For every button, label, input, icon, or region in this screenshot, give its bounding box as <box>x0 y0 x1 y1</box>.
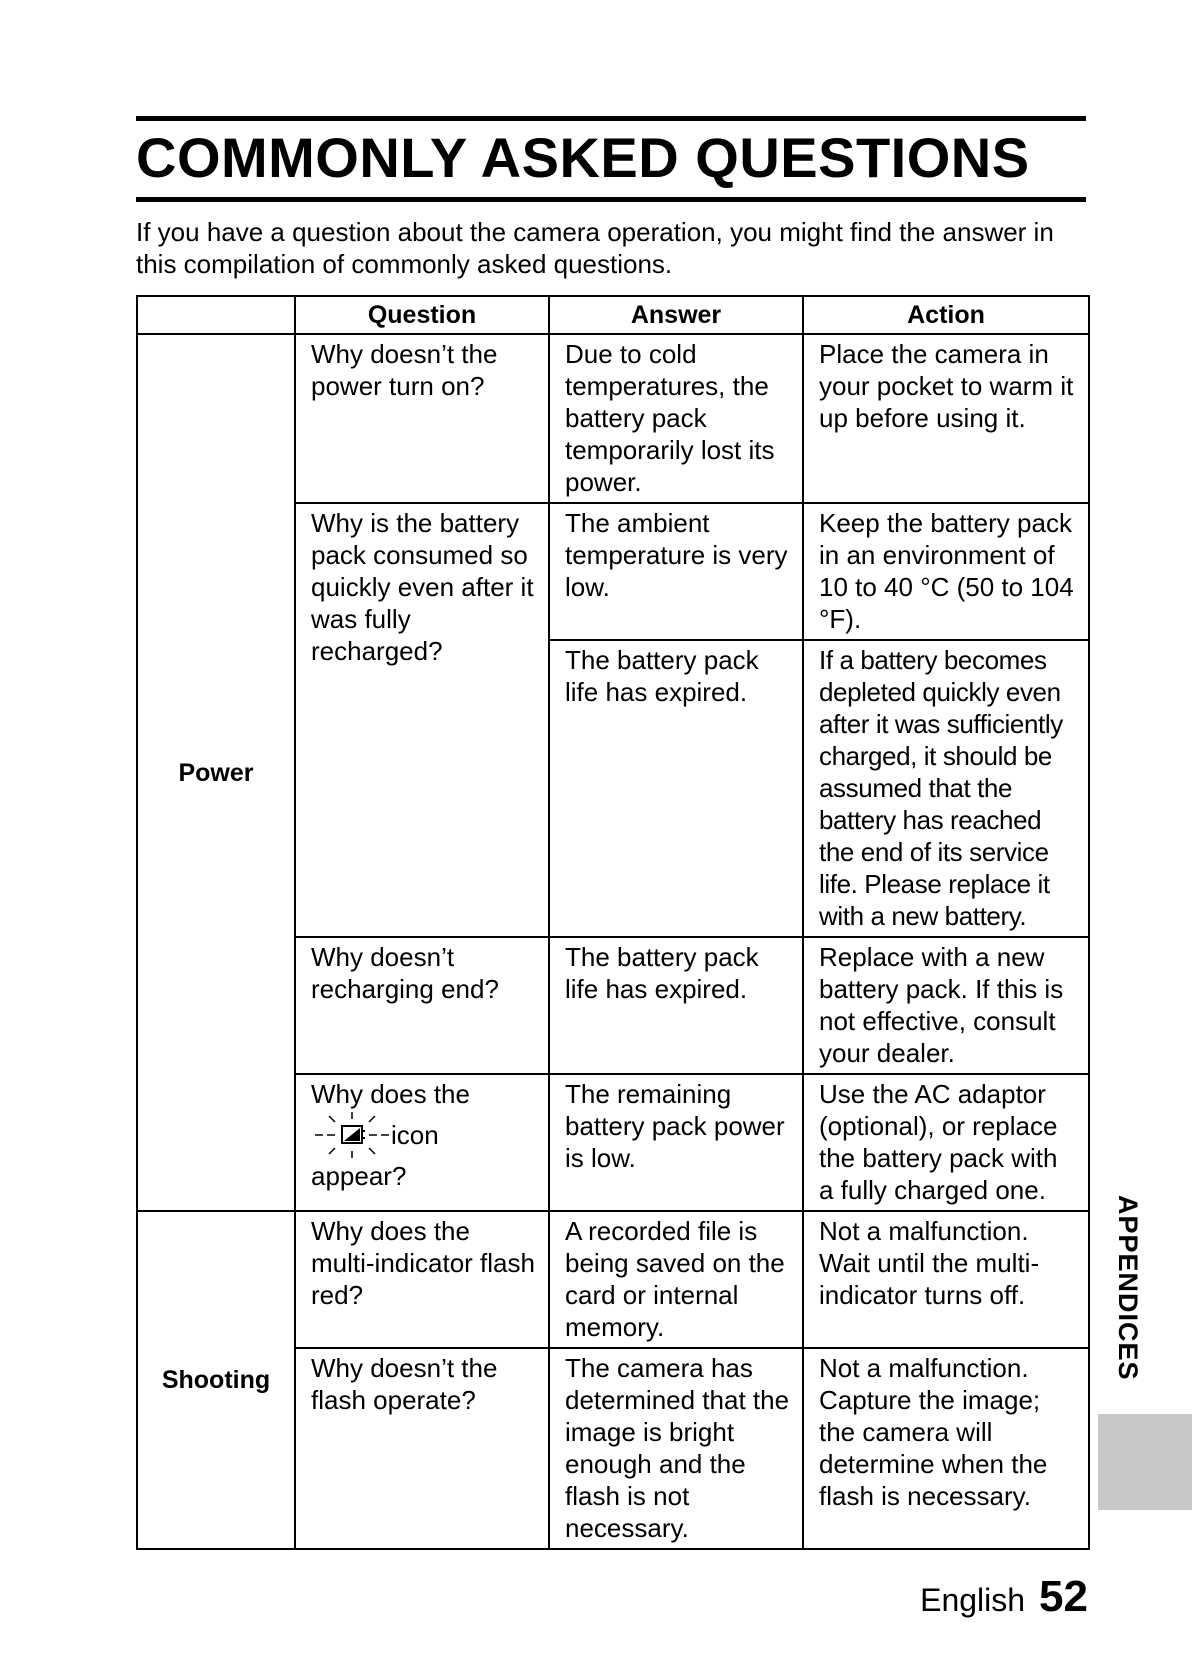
answer-cell: Due to cold temperatures, the battery pack temporarily lost its power. <box>549 334 803 503</box>
action-cell: Not a malfunction. Wait until the multi-indicator turns off. <box>803 1211 1089 1348</box>
answer-cell: The ambient temperature is very low. <box>549 503 803 640</box>
action-cell: Use the AC adaptor (optional), or replace the battery pack with a fully charged one. <box>803 1074 1089 1211</box>
question-cell: Why does the multi-indicator flash red? <box>295 1211 549 1348</box>
table-header-row <box>137 296 1089 334</box>
question-cell: Why doesn’t recharging end? <box>295 937 549 1074</box>
question-cell: Why is the battery pack consumed so quickly even after it was fully recharged? <box>295 503 549 937</box>
question-icon-line <box>311 1110 538 1160</box>
action-cell: Place the camera in your pocket to warm it up before using it. <box>803 334 1089 503</box>
category-power: Power <box>137 334 295 1211</box>
page-title: COMMONLY ASKED QUESTIONS <box>136 126 1030 189</box>
answer-cell: The battery pack life has expired. <box>549 640 803 937</box>
answer-cell: A recorded file is being saved on the card or internal memory. <box>549 1211 803 1348</box>
header-action: Action <box>803 296 1089 334</box>
action-cell: Keep the battery pack in an environment of 10 to 40 °C (50 to 104 °F). <box>803 503 1089 640</box>
faq-table <box>136 295 1090 1550</box>
header-category <box>137 296 295 334</box>
header-answer: Answer <box>549 296 803 334</box>
question-text-start: Why does the <box>311 1079 470 1109</box>
category-shooting: Shooting <box>137 1211 295 1549</box>
table-row <box>137 1211 1089 1348</box>
question-icon-word: icon <box>391 1120 439 1150</box>
question-cell: Why doesn’t the flash operate? <box>295 1348 549 1549</box>
footer-language: English <box>920 1582 1026 1618</box>
intro-paragraph: If you have a question about the camera operation, you might find the answer in this compilation of commonly asked questions. <box>136 217 1054 279</box>
action-cell: Not a malfunction. Capture the image; the camera will determine when the flash is necessary. <box>803 1348 1089 1549</box>
answer-cell: The camera has determined that the image is bright enough and the flash is not necessary. <box>549 1348 803 1549</box>
page-footer <box>920 1572 1088 1622</box>
action-cell: If a battery becomes depleted quickly even after it was sufficiently charged, it should be assumed that the battery has reached the end of its service life. Please replace it with a new battery. <box>803 640 1089 937</box>
title-bottom-rule <box>136 197 1086 202</box>
answer-cell: The remaining battery pack power is low. <box>549 1074 803 1211</box>
question-cell <box>295 1074 549 1211</box>
header-question: Question <box>295 296 549 334</box>
question-cell: Why doesn’t the power turn on? <box>295 334 549 503</box>
page-number: 52 <box>1039 1572 1088 1621</box>
question-text-end: appear? <box>311 1161 407 1191</box>
title-top-rule <box>136 116 1086 121</box>
section-tab-marker <box>1098 1414 1192 1510</box>
action-cell: Replace with a new battery pack. If this is not effective, consult your dealer. <box>803 937 1089 1074</box>
section-tab-label: APPENDICES <box>1113 1195 1143 1381</box>
table-row <box>137 334 1089 503</box>
blinking-battery-icon <box>311 1110 391 1160</box>
answer-cell: The battery pack life has expired. <box>549 937 803 1074</box>
